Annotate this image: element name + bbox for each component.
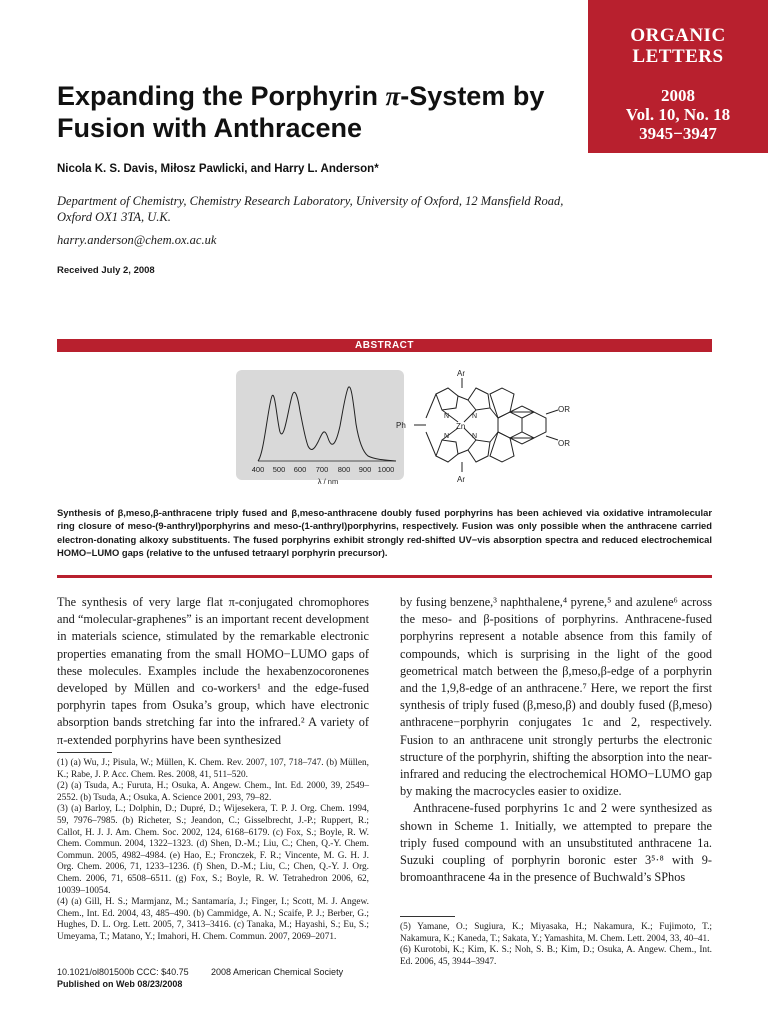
- footnote-rule: [57, 752, 112, 753]
- authors: Nicola K. S. Davis, Miłosz Pawlicki, and Harry L. Anderson*: [57, 163, 379, 175]
- label-zn: Zn: [456, 422, 466, 431]
- label-n: N: [472, 413, 478, 420]
- journal-badge: [588, 0, 768, 153]
- body-paragraph: Anthracene-fused porphyrins 1c and 2 were synthesized as shown in Scheme 1. Initially, we attempted to prepare the triply fused compound with an unsubstituted anthracene 1a. Suzuki coupling of porphyrin boronic ester 3⁵·⁸ with 9-bromoanthracene 4a in the presence of Buchwald’s SPhos: [400, 801, 712, 885]
- x-tick-label: 400: [251, 465, 265, 474]
- article-title: [57, 80, 577, 144]
- title-part1: Expanding the Porphyrin: [57, 81, 386, 111]
- abstract-graphic: [236, 366, 636, 490]
- journal-volume: Vol. 10, No. 18: [625, 105, 731, 124]
- label-ar-top: Ar: [457, 369, 465, 378]
- x-tick-label: 700: [315, 465, 329, 474]
- abstract-text: Synthesis of β,meso,β-anthracene triply fused and β,meso-anthracene doubly fused porphyrins has been achieved via oxidative intramolecular ring closure of meso-(9-anthryl)porphyrins and meso-(1-anthryl)porphyrins, respectively. Fusion was only possible when the anthracene carried electron-donating alkoxy substituents. The fused porphyrins exhibit strongly red-shifted UV−vis absorption spectra and reduced electrochemical HOMO−LUMO gaps (relative to the unfused tetraaryl porphyrin precursor).: [57, 507, 712, 559]
- journal-name-line1: ORGANIC: [630, 25, 726, 46]
- x-tick-label: 900: [358, 465, 372, 474]
- label-n: N: [472, 433, 478, 440]
- abstract-rule: [57, 575, 712, 578]
- journal-pages: 3945−3947: [639, 124, 717, 143]
- title-pi: π: [385, 81, 401, 111]
- x-axis-label: λ / nm: [317, 477, 339, 486]
- label-ar-bottom: Ar: [457, 475, 465, 484]
- abstract-heading: ABSTRACT: [57, 339, 712, 352]
- body-column-left: [57, 594, 369, 749]
- x-tick-label: 1000: [377, 465, 395, 474]
- body-column-right: [400, 594, 712, 886]
- label-or-top: OR: [558, 405, 570, 414]
- author-email: harry.anderson@chem.ox.ac.uk: [57, 233, 217, 247]
- spectrum-panel: [236, 370, 404, 480]
- x-tick-label: 600: [293, 465, 307, 474]
- received-date: Received July 2, 2008: [57, 265, 155, 276]
- x-tick-label: 800: [337, 465, 351, 474]
- title-part2: -System by Fusion with Anthracene: [57, 81, 545, 143]
- footnotes-right: (5) Yamane, O.; Sugiura, K.; Miyasaka, H.; Nakamura, K.; Fujimoto, T.; Nakamura, K.; Kaneda, T.; Sakata, Y.; Yamashita, M. Chem. Lett. 2004, 33, 40–41. (6) Kurotobi, K.; Kim, K. S.; Noh, S. B.; Kim, D.; Osuka, A. Angew. Chem., Int. Ed. 2006, 45, 3944–3947.: [400, 922, 712, 967]
- porphyrin-structure: [414, 378, 558, 472]
- label-n: N: [444, 413, 450, 420]
- affiliation: Department of Chemistry, Chemistry Research Laboratory, University of Oxford, 12 Mansfield Road, Oxford OX1 3TA, U.K.: [57, 194, 564, 224]
- footer-copyright: 2008 American Chemical Society: [211, 967, 344, 977]
- journal-year: 2008: [661, 86, 695, 105]
- footer-doi: 10.1021/ol801500b CCC: $40.75: [57, 967, 189, 977]
- label-ph: Ph: [396, 421, 406, 430]
- footnote-rule: [400, 916, 455, 917]
- body-paragraph: by fusing benzene,³ naphthalene,⁴ pyrene,⁵ and azulene⁶ across the meso- and β-positions of porphyrins. Anthracene-fused porphyrins represent a notable absence from this family of compounds, which is surprising in the light of the good geometrical match between the β,meso,β-edge of a porphyrin and the 1,9,8-edge of an anthracene.⁷ Here, we report the first synthesis of triply fused (β,meso,β) and doubly fused (β,meso) anthracene−porphyrin conjugates 1c and 2, respectively. Fusion to an anthracene unit strongly perturbs the electronic structure of the porphyrin, shifting the absorption into the near-infrared and reducing the electrochemical HOMO−LUMO gap by making the macrocycles easier to oxidize.: [400, 595, 712, 799]
- journal-name-line2: LETTERS: [632, 46, 724, 67]
- label-n: N: [444, 433, 450, 440]
- label-or-bottom: OR: [558, 439, 570, 448]
- x-tick-label: 500: [272, 465, 286, 474]
- footer-published: Published on Web 08/23/2008: [57, 979, 183, 989]
- footnotes-left: (1) (a) Wu, J.; Pisula, W.; Müllen, K. Chem. Rev. 2007, 107, 718–747. (b) Müllen, K.; Rabe, J. P. Acc. Chem. Res. 2008, 41, 511–520. (2) (a) Tsuda, A.; Furuta, H.; Osuka, A. Angew. Chem., Int. Ed. 2000, 39, 2549–2552. (b) Tsuda, A.; Osuka, A. Science 2001, 293, 79–82. (3) (a) Barloy, L.; Dolphin, D.; Dupré, D.; Wijesekera, T. P. J. Org. Chem. 1994, 59, 7976–7985. (b) Richeter, S.; Jeandon, C.; Gisselbrecht, J.-P.; Ruppert, R.; Callot, H. J. J. Am. Chem. Soc. 2002, 124, 6168–6179. (c) Fox, S.; Boyle, R. W. Chem. Commun. 2004, 1322–1323. (d) Shen, D.-M.; Liu, C.; Chen, Q.-Y. Chem. Commun. 2005, 4982–4984. (e) Hao, E.; Fronczek, F. R.; Vincente, M. G. H. J. Org. Chem. 2006, 71, 1233–1236. (f) Shen, D.-M.; Liu, C.; Chen, Q.-Y. J. Org. Chem. 2006, 71, 6508–6511. (g) Fox, S.; Boyle, R. W. Tetrahedron 2006, 62, 10039–10054. (4) (a) Gill, H. S.; Marmjanz, M.; Santamaría, J.; Finger, I.; Scott, M. J. Angew. Chem., Int. Ed. 2004, 43, 485–490. (b) Cammidge, A. N.; Scaife, P. J.; Berber, G.; Hughes, D. L. Org. Lett. 2005, 7, 3413–3416. (c) Tanaka, M.; Hayashi, S.; Eu, S.; Umeyama, T.; Matano, Y.; Imahori, H. Chem. Commun. 2007, 2069–2071.: [57, 758, 369, 942]
- body-paragraph: The synthesis of very large flat π-conjugated chromophores and “molecular-graphenes” is an important recent development in materials science, stimulated by the remarkable electronic properties emanating from the small HOMO−LUMO gaps of these molecules. Examples include the hexabenzocoronenes developed by Müllen and co-workers¹ and the edge-fused porphyrin tapes from Osuka’s group, which have electronic absorption bands stretching far into the infrared.² A variety of π-extended porphyrins have been synthesized: [57, 595, 369, 747]
